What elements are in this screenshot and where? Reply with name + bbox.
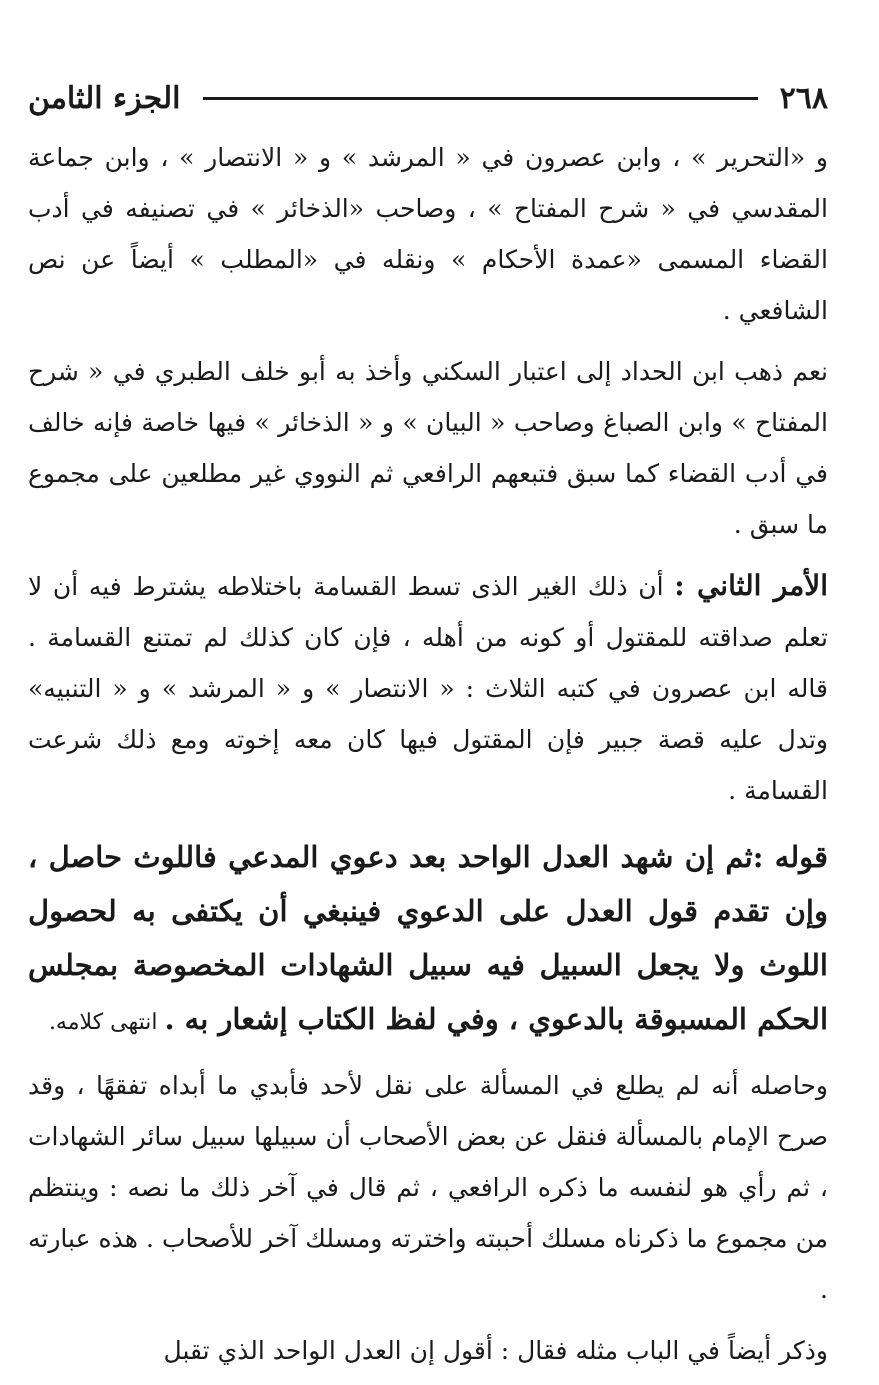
header-rule — [203, 97, 758, 100]
paragraph-3 — [28, 560, 828, 816]
paragraph-4: وحاصله أنه لم يطلع في المسألة على نقل لأحد فأبدي ما أبداه تفقهًا ، وقد صرح الإمام بالمسألة فنقل عن بعض الأصحاب أن سبيلها سبيل سائر الشهادات ، ثم رأي هو لنفسه ما ذكره الرافعي ، ثم قال في آخر ذلك ما نصه : وينتظم من مجموع ما ذكرناه مسلك أحببته واخترته ومسلك آخر للأصحاب . هذه عبارته . — [28, 1071, 828, 1304]
book-page — [28, 72, 828, 1376]
quoted-passage-text: قوله :ثم إن شهد العدل الواحد بعد دعوي المدعي فاللوث حاصل ، وإن تقدم قول العدل على الدعوي فينبغي أن يكتفى به لحصول اللوث ولا يجعل السبيل فيه سبيل الشهادات المخصوصة بمجلس الحكم المسبوقة بالدعوي ، وفي لفظ الكتاب إشعار به . — [28, 840, 828, 1036]
paragraph-2: نعم ذهب ابن الحداد إلى اعتبار السكني وأخذ به أبو خلف الطبري في « شرح المفتاح » وابن الصباغ وصاحب « البيان » و « الذخائر » فيها خاصة فإنه خالف في أدب القضاء كما سبق فتبعهم الرافعي ثم النووي غير مطلعين على مجموع ما سبق . — [28, 357, 828, 539]
page-header — [28, 72, 828, 124]
quoted-passage — [28, 830, 828, 1050]
paragraph-3-body: أن ذلك الغير الذى تسط القسامة باختلاطه يشترط فيه أن لا تعلم صداقته للمقتول أو كونه من أهله ، فإن كان كذلك لم تمتنع القسامة . قاله ابن عصرون في كتبه الثلاث : « الانتصار » و « المرشد » و « التنبيه» وتدل عليه قصة جبير فإن المقتول فيها كان معه إخوته ومع ذلك شرعت القسامة . — [28, 572, 828, 805]
quoted-passage-tail: انتهى كلامه. — [48, 1010, 165, 1035]
running-title: الجزء الثامن — [28, 80, 181, 116]
paragraph-5: وذكر أيضاً في الباب مثله فقال : أقول إن العدل الواحد الذي تقبل — [163, 1336, 828, 1365]
page-number: ٢٦٨ — [779, 80, 828, 116]
page-body — [28, 132, 828, 1376]
paragraph-3-lead: الأمر الثاني : — [674, 569, 829, 602]
paragraph-1: و «التحرير » ، وابن عصرون في « المرشد » و « الانتصار » ، وابن جماعة المقدسي في « شرح المفتاح » ، وصاحب «الذخائر » في تصنيفه في أدب القضاء المسمى «عمدة الأحكام » ونقله في «المطلب » أيضاً عن نص الشافعي . — [28, 143, 828, 325]
